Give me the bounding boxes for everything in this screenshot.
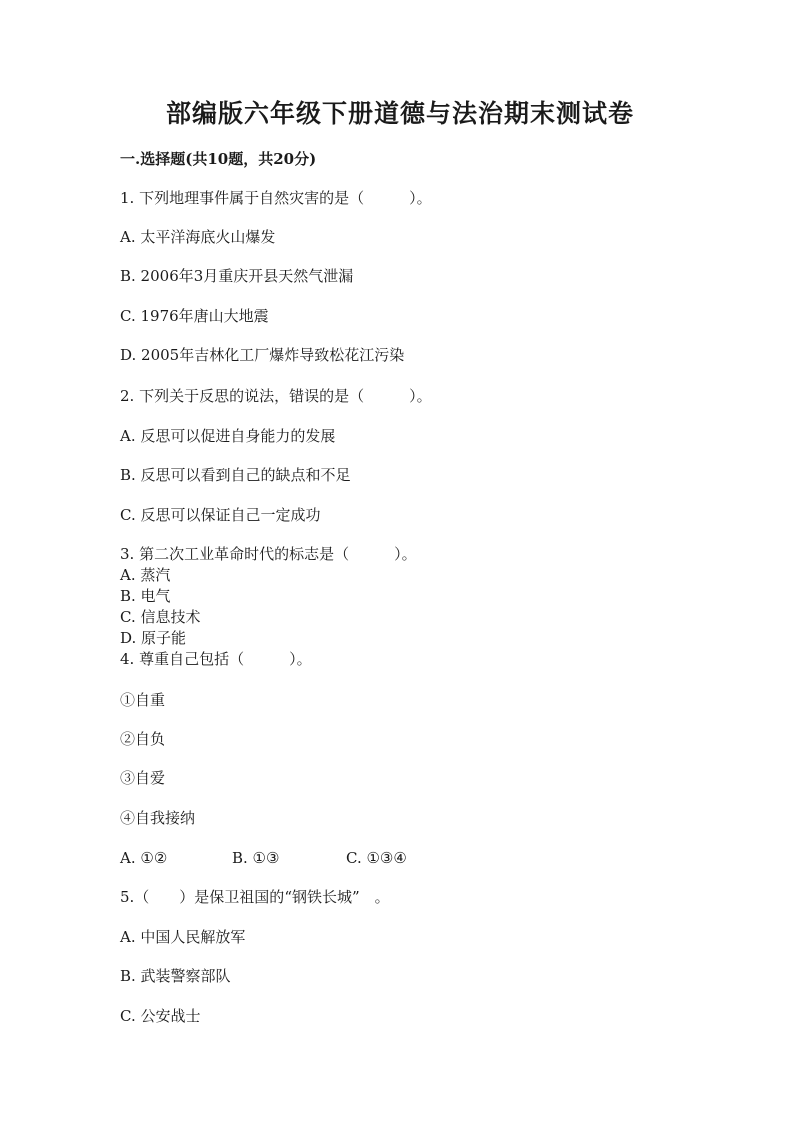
question-5-option-a: A. 中国人民解放军 bbox=[120, 928, 246, 946]
question-1-stem: 1. 下列地理事件属于自然灾害的是（ ）。 bbox=[120, 189, 432, 207]
question-4-stem: 4. 尊重自己包括（ ）。 bbox=[120, 650, 312, 668]
question-2-stem: 2. 下列关于反思的说法，错误的是（ ）。 bbox=[120, 387, 432, 405]
question-2-option-a: A. 反思可以促进自身能力的发展 bbox=[120, 427, 336, 445]
question-5-stem: 5.（ ）是保卫祖国的“钢铁长城” 。 bbox=[120, 888, 390, 906]
question-2-option-c: C. 反思可以保证自己一定成功 bbox=[120, 506, 321, 524]
question-1-option-a: A. 太平洋海底火山爆发 bbox=[120, 228, 276, 246]
question-3-stem: 3. 第二次工业革命时代的标志是（ ）。 bbox=[120, 545, 417, 563]
question-4-item-2: ②自负 bbox=[120, 730, 166, 748]
question-3-option-d: D. 原子能 bbox=[120, 629, 187, 647]
question-4-option-b: B. ①③ bbox=[232, 849, 280, 867]
question-4-option-c: C. ①③④ bbox=[346, 849, 407, 867]
question-5-option-b: B. 武装警察部队 bbox=[120, 967, 231, 985]
question-1-option-c: C. 1976年唐山大地震 bbox=[120, 307, 269, 325]
section-heading: 一.选择题(共10题，共20分) bbox=[120, 150, 317, 168]
question-3-option-a: A. 蒸汽 bbox=[120, 566, 171, 584]
question-4-option-a: A. ①② bbox=[120, 849, 168, 867]
question-3-option-b: B. 电气 bbox=[120, 587, 171, 605]
question-4-item-1: ①自重 bbox=[120, 691, 166, 709]
question-2-option-b: B. 反思可以看到自己的缺点和不足 bbox=[120, 466, 351, 484]
question-3-option-c: C. 信息技术 bbox=[120, 608, 201, 626]
page-title: 部编版六年级下册道德与法治期末测试卷 bbox=[165, 99, 634, 128]
question-4-item-3: ③自爱 bbox=[120, 769, 166, 787]
question-1-option-d: D. 2005年吉林化工厂爆炸导致松花江污染 bbox=[120, 346, 405, 364]
question-4-item-4: ④自我接纳 bbox=[120, 809, 196, 827]
question-1-option-b: B. 2006年3月重庆开县天然气泄漏 bbox=[120, 267, 354, 285]
question-5-option-c: C. 公安战士 bbox=[120, 1007, 201, 1025]
